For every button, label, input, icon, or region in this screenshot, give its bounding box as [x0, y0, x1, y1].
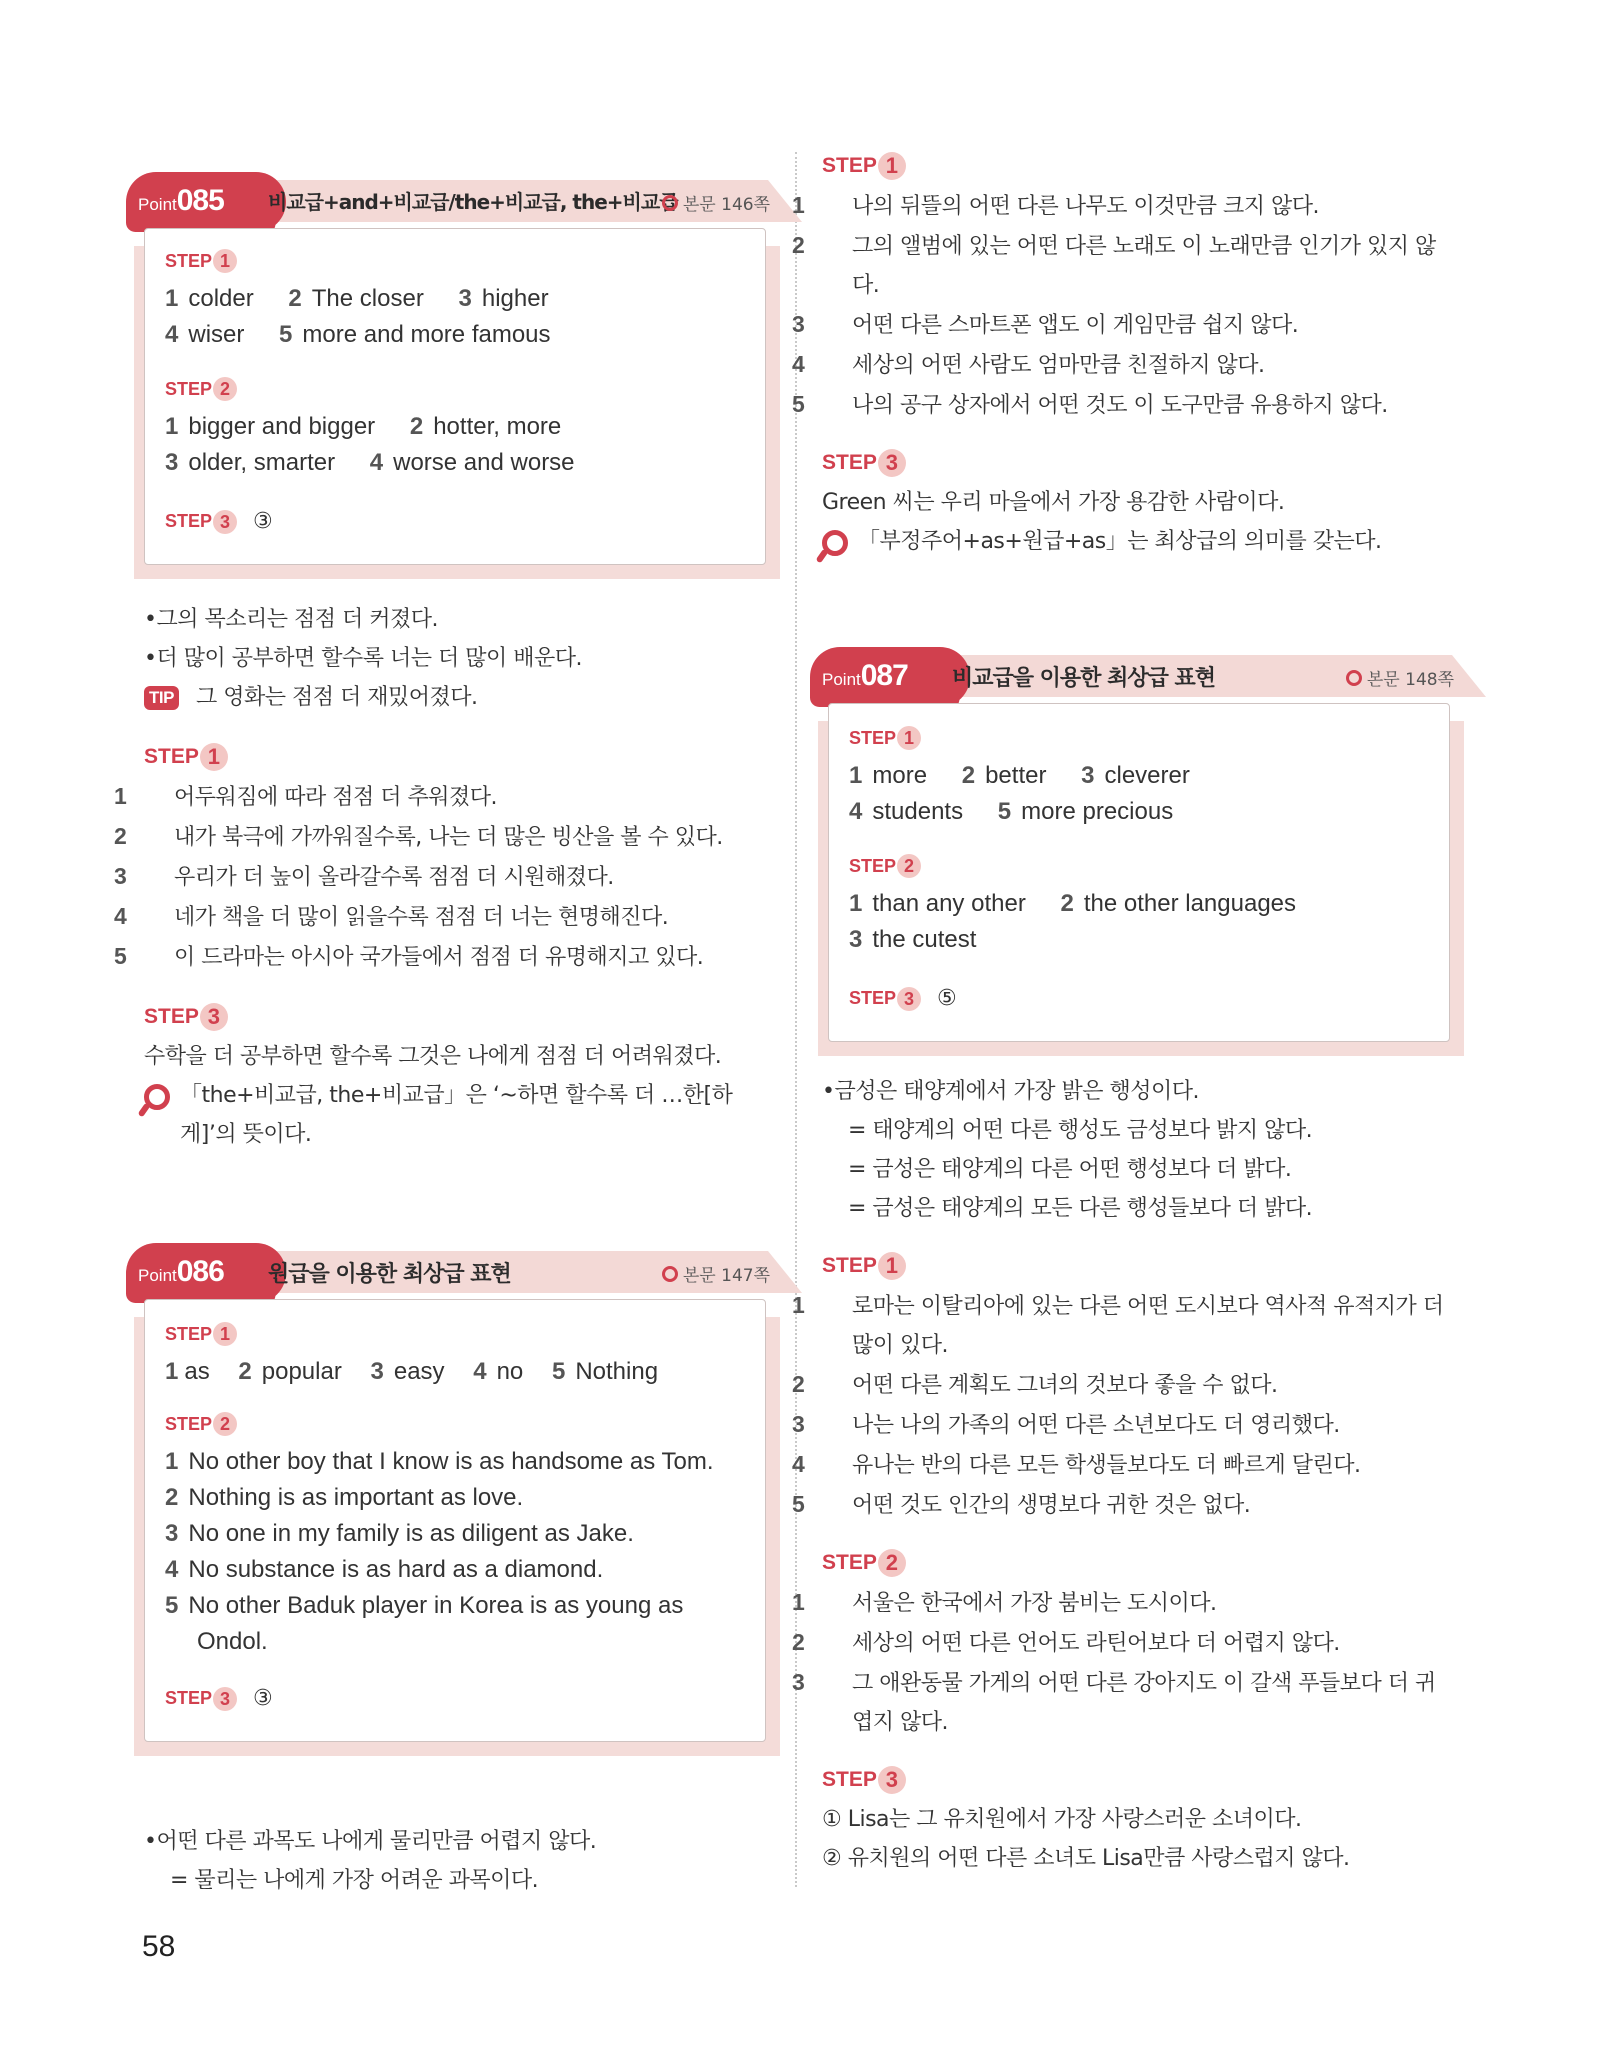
translation-line: 2 그의 앨범에 있는 어떤 다른 노래도 이 노래만큼 인기가 있지 않다.: [792, 232, 1436, 298]
translation-line: 3 어떤 다른 스마트폰 앱도 이 게임만큼 쉽지 않다.: [792, 311, 1299, 338]
answer-row: 1 than any other 2 the other languages: [849, 890, 1297, 917]
answer-row: 2 Nothing is as important as love.: [165, 1484, 524, 1511]
answer-row: 1 as 2 popular 3 easy 4 no 5 Nothing: [165, 1358, 659, 1385]
step-label: STEP 1: [144, 743, 774, 771]
point-085-translations: [114, 600, 774, 1154]
step-label: STEP 3: [822, 1766, 1452, 1794]
point-badge: Point086: [138, 1255, 224, 1288]
answer-row: 1 more 2 better 3 cleverer: [849, 762, 1190, 789]
point-087-translations: [792, 1072, 1452, 1878]
point-header: [138, 1243, 778, 1303]
point-title: 원급을 이용한 최상급 표현: [268, 1262, 511, 1287]
answer-row: 4 No substance is as hard as a diamond.: [165, 1556, 604, 1583]
translation-line: Green 씨는 우리 마을에서 가장 용감한 사람이다.: [822, 490, 1285, 515]
page-reference: 본문 148쪽: [1346, 665, 1454, 690]
answer-row: 4 students 5 more precious: [849, 798, 1174, 825]
translation-line: 4 네가 책을 더 많이 읽을수록 점점 더 너는 현명해진다.: [114, 903, 669, 930]
key-point: 「부정주어+as+원급+as」는 최상급의 의미를 갖는다.: [822, 522, 1452, 561]
answer-box: [828, 703, 1450, 1042]
note-line: •어떤 다른 과목도 나에게 물리만큼 어렵지 않다.: [144, 1829, 597, 1854]
note-line: = 태양계의 어떤 다른 행성도 금성보다 밝지 않다.: [848, 1118, 1313, 1143]
step-label: STEP 3 ⑤: [849, 986, 957, 1011]
magnifier-icon: [822, 530, 848, 556]
note-line: •더 많이 공부하면 할수록 너는 더 많이 배운다.: [144, 646, 582, 671]
page-number: 58: [142, 1930, 176, 1963]
answer-row: 4 wiser 5 more and more famous: [165, 321, 551, 348]
tip-line: TIP 그 영화는 점점 더 재밌어졌다.: [144, 678, 774, 717]
note-line: = 금성은 태양계의 다른 어떤 행성보다 더 밝다.: [848, 1157, 1292, 1182]
answer-row: 1 colder 2 The closer 3 higher: [165, 285, 549, 312]
step-label: STEP 1: [822, 152, 1452, 180]
translation-line: ① Lisa는 그 유치원에서 가장 사랑스러운 소녀이다.: [822, 1807, 1302, 1832]
step-label: STEP 3 ③: [165, 1686, 273, 1711]
step-label: STEP 3: [822, 449, 1452, 477]
answer-row: 3 older, smarter 4 worse and worse: [165, 449, 575, 476]
note-line: = 물리는 나에게 가장 어려운 과목이다.: [170, 1868, 539, 1893]
step-label: STEP 3: [144, 1003, 774, 1031]
target-icon: [662, 1266, 678, 1282]
translation-line: 수학을 더 공부하면 할수록 그것은 나에게 점점 더 어려워졌다.: [144, 1044, 722, 1069]
point-086-notes: [144, 1822, 774, 1900]
translation-line: 2 내가 북극에 가까워질수록, 나는 더 많은 빙산을 볼 수 있다.: [114, 823, 723, 850]
answer-row: 1 bigger and bigger 2 hotter, more: [165, 413, 562, 440]
answer-row: 3 No one in my family is as diligent as Jake.: [165, 1520, 634, 1547]
translation-line: 2 어떤 다른 계획도 그녀의 것보다 좋을 수 없다.: [792, 1371, 1278, 1398]
translation-line: 3 나는 나의 가족의 어떤 다른 소년보다도 더 영리했다.: [792, 1411, 1340, 1438]
tip-badge: TIP: [144, 686, 179, 710]
step-label: STEP 2: [822, 1549, 1452, 1577]
answer-row: 5 No other Baduk player in Korea is as young as Ondol.: [165, 1592, 684, 1655]
translation-line: 2 세상의 어떤 다른 언어도 라틴어보다 더 어렵지 않다.: [792, 1629, 1340, 1656]
point-086-section: [138, 1243, 778, 1742]
point-085-section: [138, 172, 778, 565]
point-087-section: [822, 647, 1462, 1042]
note-line: •그의 목소리는 점점 더 커졌다.: [144, 607, 438, 632]
step-label: STEP 3 ③: [165, 509, 273, 534]
answer-row: 3 the cutest: [849, 926, 977, 953]
point-badge: Point085: [138, 184, 224, 217]
translation-line: 3 우리가 더 높이 올라갈수록 점점 더 시원해졌다.: [114, 863, 614, 890]
translation-line: 5 나의 공구 상자에서 어떤 것도 이 도구만큼 유용하지 않다.: [792, 391, 1388, 418]
key-point: 「the+비교급, the+비교급」은 ‘~하면 할수록 더 …한[하게]’의 뜻이다.: [144, 1076, 774, 1154]
step-label: STEP 1: [849, 726, 1429, 750]
note-line: •금성은 태양계에서 가장 밝은 행성이다.: [822, 1079, 1199, 1104]
page-reference: 본문 146쪽: [662, 190, 770, 215]
point-header: [138, 172, 778, 232]
point-badge: Point087: [822, 659, 908, 692]
magnifier-icon: [144, 1084, 170, 1110]
point-title: 비교급+and+비교급/the+비교급, the+비교급: [268, 190, 678, 214]
translation-line: 5 어떤 것도 인간의 생명보다 귀한 것은 없다.: [792, 1491, 1251, 1518]
step-label: STEP 1: [165, 1322, 745, 1346]
translation-line: 1 서울은 한국에서 가장 붐비는 도시이다.: [792, 1589, 1217, 1616]
point-086-translations: [792, 152, 1452, 561]
answer-box: [144, 1299, 766, 1742]
translation-line: ② 유치원의 어떤 다른 소녀도 Lisa만큼 사랑스럽지 않다.: [822, 1846, 1350, 1871]
answer-row: 1 No other boy that I know is as handsome as Tom.: [165, 1448, 714, 1475]
translation-line: 4 세상의 어떤 사람도 엄마만큼 친절하지 않다.: [792, 351, 1265, 378]
page-reference: 본문 147쪽: [662, 1261, 770, 1286]
translation-line: 1 로마는 이탈리아에 있는 다른 어떤 도시보다 역사적 유적지가 더 많이 있다.: [792, 1292, 1444, 1358]
step-label: STEP 1: [165, 249, 745, 273]
point-header: [822, 647, 1462, 707]
step-label: STEP 2: [165, 1412, 745, 1436]
step-label: STEP 1: [822, 1252, 1452, 1280]
target-icon: [1346, 670, 1362, 686]
note-line: = 금성은 태양계의 모든 다른 행성들보다 더 밝다.: [848, 1196, 1313, 1221]
answer-box: [144, 228, 766, 565]
translation-line: 4 유나는 반의 다른 모든 학생들보다도 더 빠르게 달린다.: [792, 1451, 1361, 1478]
point-title: 비교급을 이용한 최상급 표현: [952, 666, 1216, 691]
translation-line: 3 그 애완동물 가게의 어떤 다른 강아지도 이 갈색 푸들보다 더 귀엽지 않다.: [792, 1669, 1436, 1735]
translation-line: 1 나의 뒤뜰의 어떤 다른 나무도 이것만큼 크지 않다.: [792, 192, 1319, 219]
step-label: STEP 2: [849, 854, 1429, 878]
translation-line: 5 이 드라마는 아시아 국가들에서 점점 더 유명해지고 있다.: [114, 943, 704, 970]
step-label: STEP 2: [165, 377, 745, 401]
translation-line: 1 어두워짐에 따라 점점 더 추워졌다.: [114, 783, 497, 810]
target-icon: [662, 195, 678, 211]
